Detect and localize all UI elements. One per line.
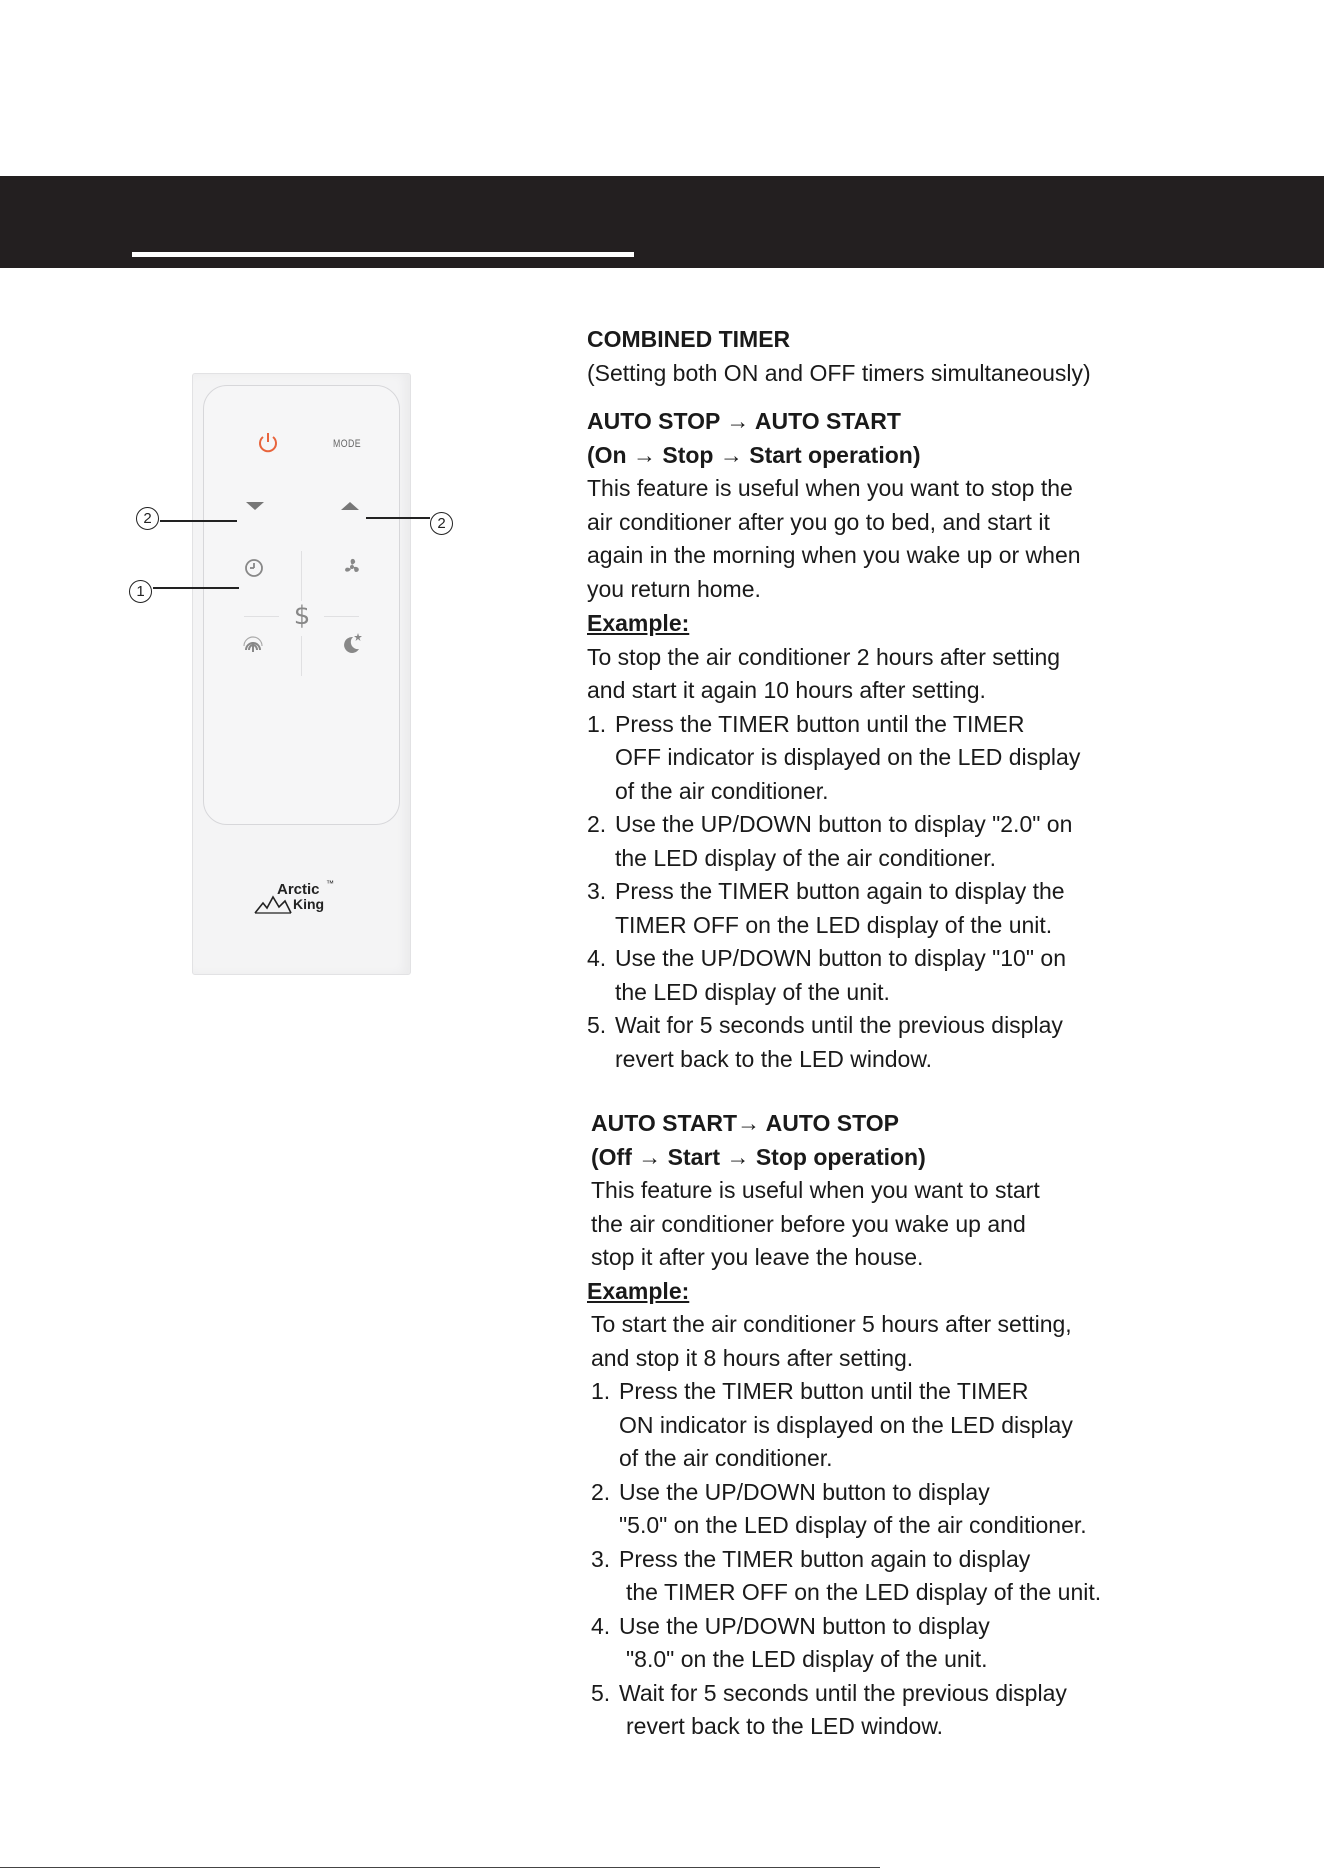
section-title: COMBINED TIMER bbox=[587, 326, 791, 352]
callout-number: 2 bbox=[136, 507, 159, 530]
header-rule bbox=[132, 252, 634, 257]
step-number: 1. bbox=[591, 1378, 611, 1404]
step-line: Press the TIMER button again to display bbox=[619, 1545, 1031, 1572]
up-arrow-icon bbox=[338, 498, 362, 514]
step-number: 5. bbox=[587, 1012, 607, 1038]
divider bbox=[244, 616, 279, 617]
example-text-line: To start the air conditioner 5 hours after setting, bbox=[591, 1311, 1072, 1337]
step-line: "5.0" on the LED display of the air conditioner. bbox=[619, 1512, 1087, 1538]
swing-icon bbox=[239, 630, 267, 658]
auto-stop-start-section bbox=[587, 405, 1147, 606]
section-subtitle: (Off → Start → Stop operation) bbox=[591, 1143, 926, 1170]
step-number: 2. bbox=[587, 811, 607, 837]
step-line: revert back to the LED window. bbox=[615, 1045, 933, 1072]
callout-leader-line bbox=[153, 587, 239, 589]
section-subtitle: (On → Stop → Start operation) bbox=[587, 441, 921, 468]
step-line: OFF indicator is displayed on the LED display bbox=[615, 744, 1081, 770]
auto-start-stop-example bbox=[591, 1308, 1151, 1744]
description-line: This feature is useful when you want to start bbox=[591, 1177, 1040, 1203]
timer-icon bbox=[241, 555, 267, 581]
list-item bbox=[587, 808, 1147, 875]
step-number: 4. bbox=[587, 945, 607, 971]
list-item bbox=[587, 875, 1147, 942]
description-line: the air conditioner before you wake up and bbox=[591, 1210, 1026, 1237]
remote-button-panel bbox=[203, 385, 400, 825]
auto-start-stop-section bbox=[587, 1107, 1151, 1308]
example-label: Example: bbox=[587, 610, 690, 636]
step-line: Use the UP/DOWN button to display bbox=[619, 1478, 990, 1505]
list-item bbox=[591, 1375, 1151, 1476]
combined-timer-section bbox=[587, 323, 1147, 390]
callout-number: 2 bbox=[430, 512, 453, 535]
callout-leader-line bbox=[366, 517, 430, 519]
header-band bbox=[0, 176, 1324, 268]
mode-label: MODE bbox=[333, 438, 361, 450]
step-line: "8.0" on the LED display of the unit. bbox=[626, 1646, 988, 1672]
power-icon bbox=[255, 430, 281, 456]
down-arrow-icon bbox=[243, 498, 267, 514]
description-line: again in the morning when you wake up or when bbox=[587, 542, 1081, 568]
example-text-line: To stop the air conditioner 2 hours after setting bbox=[587, 643, 1061, 670]
description-line: This feature is useful when you want to stop the bbox=[587, 475, 1073, 501]
description-line: you return home. bbox=[587, 575, 761, 602]
example-text-line: and stop it 8 hours after setting. bbox=[591, 1344, 914, 1371]
step-line: Press the TIMER button until the TIMER bbox=[619, 1378, 1029, 1404]
step-number: 5. bbox=[591, 1679, 611, 1706]
list-item bbox=[591, 1610, 1151, 1677]
list-item bbox=[587, 708, 1147, 809]
section-title: AUTO START→ AUTO STOP bbox=[591, 1110, 899, 1136]
step-line: Wait for 5 seconds until the previous display bbox=[615, 1012, 1063, 1038]
step-number: 4. bbox=[591, 1612, 611, 1639]
brand-name-line1: Arctic bbox=[277, 881, 320, 898]
step-line: Wait for 5 seconds until the previous display bbox=[619, 1679, 1067, 1706]
divider bbox=[301, 636, 302, 676]
list-item bbox=[591, 1476, 1151, 1543]
description-line: stop it after you leave the house. bbox=[591, 1244, 924, 1270]
step-line: Use the UP/DOWN button to display bbox=[619, 1612, 990, 1639]
remote-control-image bbox=[192, 373, 411, 975]
sleep-icon bbox=[338, 629, 366, 657]
step-number: 3. bbox=[587, 878, 607, 904]
step-line: of the air conditioner. bbox=[615, 777, 829, 804]
fan-icon bbox=[339, 554, 365, 580]
divider bbox=[324, 616, 359, 617]
callout-number: 1 bbox=[129, 580, 152, 603]
arctic-king-logo bbox=[253, 879, 353, 919]
list-item bbox=[587, 942, 1147, 1009]
step-line: TIMER OFF on the LED display of the unit. bbox=[615, 911, 1053, 938]
brand-trademark: ™ bbox=[326, 879, 334, 888]
step-line: Press the TIMER button again to display the bbox=[615, 878, 1065, 904]
step-number: 1. bbox=[587, 710, 607, 737]
description-line: air conditioner after you go to bed, and start it bbox=[587, 508, 1050, 535]
footer-rule bbox=[0, 1867, 880, 1868]
step-line: of the air conditioner. bbox=[619, 1445, 833, 1471]
callout-leader-line bbox=[160, 520, 237, 522]
step-line: the LED display of the unit. bbox=[615, 978, 890, 1005]
brand-name-line2: King bbox=[293, 896, 325, 912]
step-number: 2. bbox=[591, 1478, 611, 1505]
step-number: 3. bbox=[591, 1545, 611, 1572]
step-line: revert back to the LED window. bbox=[626, 1713, 944, 1739]
eco-icon: $ bbox=[293, 601, 311, 631]
step-line: Use the UP/DOWN button to display "10" on bbox=[615, 945, 1066, 971]
list-item bbox=[591, 1677, 1151, 1744]
example-label: Example: bbox=[587, 1277, 690, 1304]
example-text-line: and start it again 10 hours after setting. bbox=[587, 677, 986, 703]
step-line: the LED display of the air conditioner. bbox=[615, 844, 997, 871]
section-subtitle: (Setting both ON and OFF timers simultaneously) bbox=[587, 359, 1091, 386]
auto-stop-start-example bbox=[587, 607, 1147, 1076]
divider bbox=[301, 551, 302, 601]
step-line: Use the UP/DOWN button to display "2.0" on bbox=[615, 811, 1073, 837]
list-item bbox=[587, 1009, 1147, 1076]
step-line: ON indicator is displayed on the LED display bbox=[619, 1411, 1073, 1438]
step-line: Press the TIMER button until the TIMER bbox=[615, 710, 1025, 737]
section-title: AUTO STOP → AUTO START bbox=[587, 408, 901, 434]
list-item bbox=[591, 1543, 1151, 1610]
step-line: the TIMER OFF on the LED display of the unit. bbox=[626, 1579, 1102, 1605]
